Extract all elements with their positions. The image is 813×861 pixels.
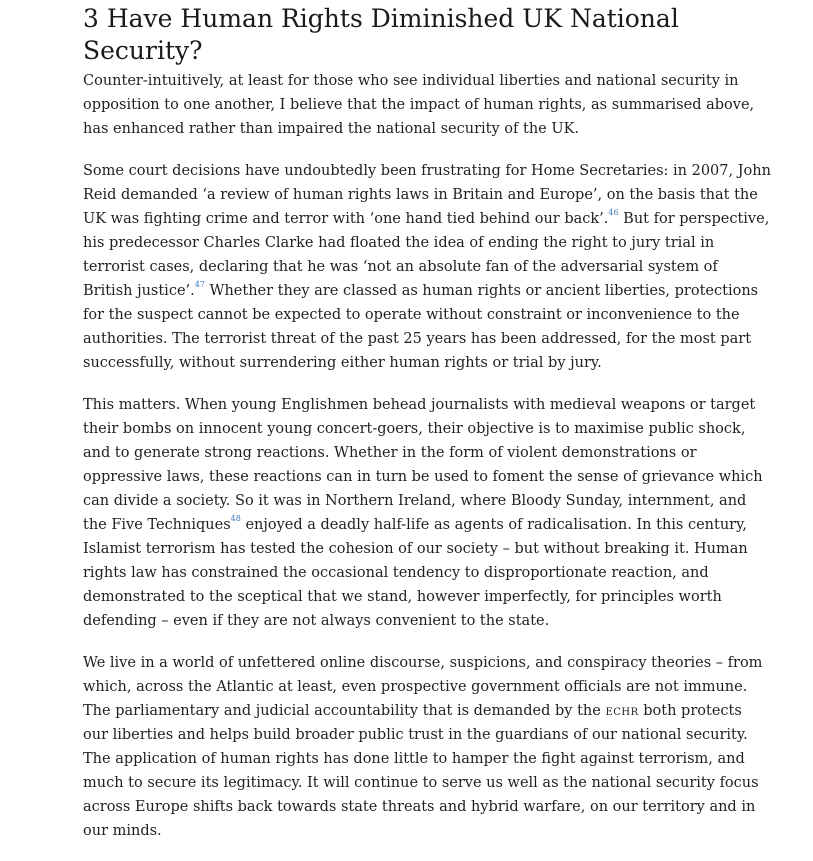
paragraph-4-text-b: both protects our liberties and helps build broader public trust in the guardians of our national security. The application of human rights has done little to hamper the fight against terrorism, and much to secure its legitimacy. It will continue to serve us well as the national security focus across Europe shifts back towards state threats and hybrid warfare, on our territory and in our minds. — [83, 703, 759, 839]
paragraph-2-text-b: But for perspective, his predecessor Charles Clarke had floated the idea of ending the right to jury trial in terrorist cases, declaring that he was ‘not an absolute fan of the adversarial system of British justice’. — [83, 211, 770, 299]
footnote-ref-48[interactable]: 48 — [230, 514, 241, 523]
section-heading: 3 Have Human Rights Diminished UK National Security? — [83, 4, 679, 65]
paragraph-2-text-c: Whether they are classed as human rights or ancient liberties, protections for the suspect cannot be expected to operate without constraint or inconvenience to the authorities. The terrorist threat of the past 25 years has been addressed, for the most part successfully, without surrendering either human rights or trial by jury. — [83, 283, 759, 371]
footnote-ref-46[interactable]: 46 — [608, 208, 619, 217]
paragraph-3-text-a: This matters. When young Englishmen behead journalists with medieval weapons or target their bombs on innocent young concert-goers, their objective is to maximise public shock, and to generate strong reactions. Whether in the form of violent demonstrations or oppressive laws, these reactions can in turn be used to foment the sense of grievance which can divide a society. So it was in Northern Ireland, where Bloody Sunday, internment, and the Five Techniques — [83, 397, 763, 533]
document-page — [83, 3, 771, 861]
echr-abbreviation: echr — [605, 703, 639, 719]
footnote-ref-47[interactable]: 47 — [194, 280, 205, 289]
paragraph-1 — [83, 69, 771, 141]
paragraph-1-text: Counter-intuitively, at least for those who see individual liberties and national security in opposition to one another, I believe that the impact of human rights, as summarised above, has enhanced rather than impaired the national security of the UK. — [83, 73, 755, 137]
paragraph-2-text-a: Some court decisions have undoubtedly been frustrating for Home Secretaries: in 2007, John Reid demanded ‘a review of human rights laws in Britain and Europe’, on the basis that the UK was fighting crime and terror with ‘one hand tied behind our back’. — [83, 163, 771, 227]
paragraph-4 — [83, 651, 771, 843]
paragraph-3 — [83, 393, 771, 633]
paragraph-3-text-b: enjoyed a deadly half-life as agents of radicalisation. In this century, Islamist terrorism has tested the cohesion of our society – but without breaking it. Human rights law has constrained the occasional tendency to disproportionate reaction, and demonstrated to the sceptical that we stand, however imperfectly, for principles worth defending – even if they are not always convenient to the state. — [83, 517, 748, 629]
paragraph-4-text-a: We live in a world of unfettered online discourse, suspicions, and conspiracy theories – from which, across the Atlantic at least, even prospective government officials are not immune. The parliamentary and judicial accountability that is demanded by the — [83, 655, 763, 719]
paragraph-2 — [83, 159, 771, 375]
